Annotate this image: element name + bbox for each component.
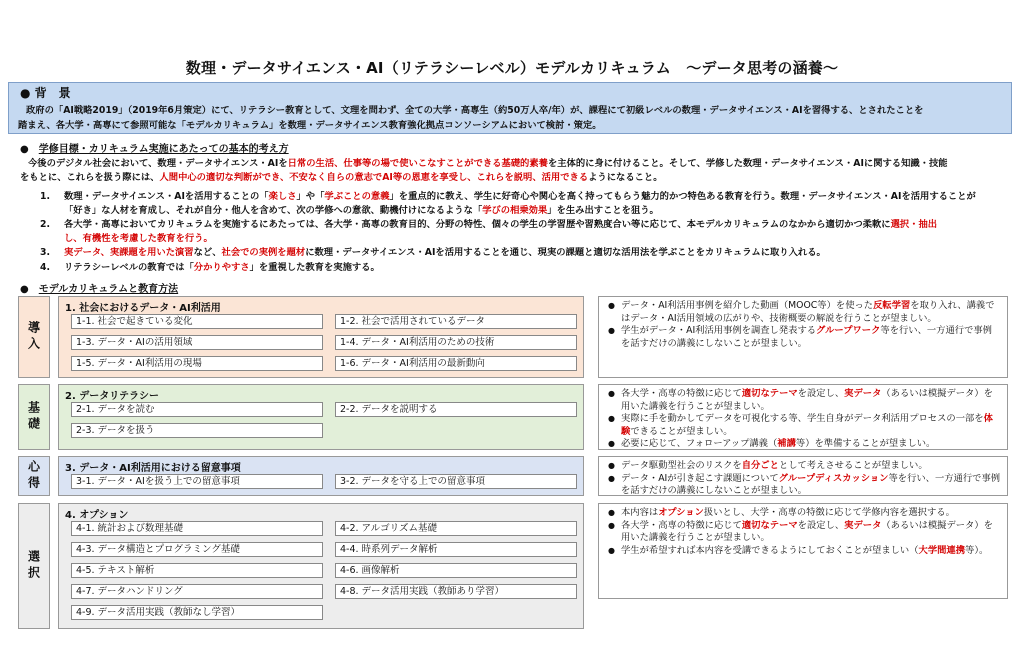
- method-note: [621, 388, 1001, 413]
- curriculum-item: 3-1. データ・AIを扱う上での留意事項: [71, 474, 323, 489]
- section-panel: [58, 456, 584, 496]
- method-note-box: [598, 384, 1008, 450]
- curriculum-item: 1-1. 社会で起きている変化: [71, 314, 323, 329]
- method-note: [621, 325, 1001, 350]
- principle-text: 「好き」な人材を育成し、それが自分・他人を含めて、次の学修への意欲、動機付けになるような「: [64, 205, 483, 216]
- note-highlight: 体験: [621, 413, 993, 437]
- method-note: [621, 438, 1001, 451]
- section-tag-label: 心得: [26, 460, 41, 492]
- note-highlight: 反転学習: [873, 300, 911, 311]
- curriculum-heading: ● モデルカリキュラムと教育方法: [20, 284, 179, 295]
- curriculum-item: 4-9. データ活用実践（教師なし学習）: [71, 605, 323, 620]
- section-panel: [58, 503, 584, 629]
- principle-item: [40, 259, 380, 273]
- principle-text: リテラシーレベルの教育では「: [64, 262, 194, 273]
- principles-intro-line-1: [28, 155, 948, 169]
- method-note: [621, 520, 1001, 545]
- method-note: [621, 460, 1001, 473]
- principle-number: 3.: [40, 247, 51, 258]
- section-title: 4. オプション: [65, 510, 129, 521]
- principle-text: 」を重視した教育を実施する。: [249, 262, 380, 273]
- method-note: [621, 300, 1001, 325]
- principle-highlight: 社会での実例を題材: [221, 247, 306, 258]
- section-title: 2. データリテラシー: [65, 391, 160, 402]
- principle-item: [40, 202, 659, 216]
- curriculum-item: 2-3. データを扱う: [71, 423, 323, 438]
- method-note: [621, 473, 1001, 498]
- method-note-box: [598, 296, 1008, 378]
- principle-item: [40, 188, 976, 202]
- principle-number: 2.: [40, 219, 51, 230]
- section-tag: [18, 503, 50, 629]
- curriculum-item: 2-2. データを説明する: [335, 402, 577, 417]
- section-tag: [18, 296, 50, 378]
- note-highlight: 大学間連携: [918, 544, 966, 556]
- note-text: できることが望ましい。: [630, 425, 733, 437]
- method-note-box: [598, 456, 1008, 496]
- principle-highlight: 実データ、実課題を用いた演習: [64, 247, 194, 258]
- curriculum-item: 3-2. データを守る上での留意事項: [335, 474, 577, 489]
- principle-text: 各大学・高専においてカリキュラムを実施するにあたっては、各大学・高専の教育目的、分野の特性、個々の学生の学習歴や習熟度合い等に応じて、本モデルカリキュラムのなかから適切かつ柔軟に: [64, 219, 891, 230]
- intro-text: をもとに、これらを扱う際には、: [20, 172, 160, 183]
- page-title: 数理・データサイエンス・AI（リテラシーレベル）モデルカリキュラム ～データ思考の涵養～: [185, 59, 839, 77]
- intro-text: を主体的に身に付けること。そして、学修した数理・データサイエンス・AIに関する知識・技能: [547, 158, 948, 169]
- note-text: 等を行い、一方通行で事例を話すだけの講義にしないことが望ましい。: [621, 325, 992, 349]
- note-text: として考えさせることが望ましい。: [778, 460, 928, 471]
- note-text: を設定し、: [797, 388, 845, 399]
- note-text: 等）。: [965, 544, 989, 556]
- note-text: 学生が希望すれば本内容を受講できるようにしておくことが望ましい（: [621, 544, 919, 556]
- curriculum-item: 4-7. データハンドリング: [71, 584, 323, 599]
- note-highlight: 適切なテーマ: [741, 519, 798, 531]
- section-panel: [58, 384, 584, 450]
- method-note: [621, 545, 1001, 558]
- curriculum-item: 4-8. データ活用実践（教師あり学習）: [335, 584, 577, 599]
- note-text: データ・AIが引き起こす課題について: [621, 472, 779, 484]
- note-highlight: 適切なテーマ: [741, 388, 798, 399]
- note-text: （あるいは模擬データ）を用いた講義を行うことが望ましい。: [621, 519, 993, 543]
- principle-number: 1.: [40, 191, 51, 202]
- note-text: データ駆動型社会のリスクを: [621, 460, 742, 471]
- note-text: 等）を準備することが望ましい。: [795, 438, 936, 449]
- intro-text: 今後のデジタル社会において、数理・データサイエンス・AIを: [28, 158, 288, 169]
- section-title: 3. データ・AI利活用における留意事項: [65, 463, 241, 474]
- principle-number: 4.: [40, 262, 51, 273]
- note-highlight: オプション: [658, 507, 704, 518]
- note-text: を取り入れ、講義ではデータ・AI活用領域の広がりや、技術概要の解説を行うことが望ましい。: [621, 300, 995, 324]
- intro-highlight: 日常の生活、仕事等の場で使いこなすことができる基礎的素養: [287, 158, 548, 169]
- note-text: 各大学・高専の特徴に応じて: [621, 388, 742, 399]
- section-panel: [58, 296, 584, 378]
- curriculum-item: 4-5. テキスト解析: [71, 563, 323, 578]
- note-highlight: グループディスカッション: [778, 472, 889, 484]
- note-text: 等を行い、一方通行で事例を話すだけの講義にしないことが望ましい。: [621, 472, 1001, 496]
- note-text: 必要に応じて、フォローアップ講義（: [621, 438, 778, 449]
- curriculum-item: 4-4. 時系列データ解析: [335, 542, 577, 557]
- curriculum-item: 1-3. データ・AIの活用領域: [71, 335, 323, 350]
- principle-highlight: 楽しさ: [268, 191, 297, 202]
- principle-text: 」を生み出すことを狙う。: [547, 205, 659, 216]
- curriculum-item: 1-2. 社会で活用されているデータ: [335, 314, 577, 329]
- background-heading: ● 背 景: [20, 86, 71, 100]
- principles-intro-line-2: [20, 169, 663, 183]
- background-line-2: 踏まえ、各大学・高専にて参照可能な「モデルカリキュラム」を数理・データサイエンス教育強化拠点コンソーシアムにおいて検討・策定。: [18, 120, 602, 131]
- note-highlight: 実データ: [844, 519, 882, 531]
- note-text: 各大学・高専の特徴に応じて: [621, 519, 742, 531]
- curriculum-item: 4-6. 画像解析: [335, 563, 577, 578]
- principle-item: [40, 216, 937, 230]
- note-text: 学生がデータ・AI利活用事例を調査し発表する: [621, 325, 817, 336]
- principle-highlight: し、有機性を考慮した教育を行う。: [64, 233, 213, 244]
- background-line-1: 政府の「AI戦略2019」（2019年6月策定）にて、リテラシー教育として、文理を問わず、全ての大学・高専生（約50万人卒/年）が、課程にて初級レベルの数理・データサイエンス・AIを習得する、とされたことを: [26, 105, 924, 116]
- note-text: を設定し、: [797, 519, 845, 531]
- note-text: 扱いとし、大学・高専の特徴に応じて学修内容を選択する。: [703, 507, 955, 518]
- section-title: 1. 社会におけるデータ・AI利活用: [65, 303, 221, 314]
- principles-heading: ● 学修目標・カリキュラム実施にあたっての基本的考え方: [20, 144, 289, 155]
- method-note: [621, 413, 1001, 438]
- curriculum-item: 2-1. データを読む: [71, 402, 323, 417]
- note-text: 本内容は: [621, 507, 659, 518]
- section-tag-label: 基礎: [26, 401, 41, 433]
- note-text: データ・AI利活用事例を紹介した動画（MOOC等）を使った: [621, 300, 874, 311]
- section-tag-label: 選択: [26, 550, 41, 582]
- note-highlight: グループワーク: [816, 325, 881, 336]
- method-note-box: [598, 503, 1008, 599]
- note-highlight: 実データ: [844, 388, 882, 399]
- principles-heading-text: 学修目標・カリキュラム実施にあたっての基本的考え方: [38, 144, 289, 155]
- curriculum-item: 4-2. アルゴリズム基礎: [335, 521, 577, 536]
- intro-highlight: 人間中心の適切な判断ができ、不安なく自らの意志でAI等の恩恵を享受し、これらを説明、活用できる: [159, 172, 589, 183]
- curriculum-item: 4-1. 統計および数理基礎: [71, 521, 323, 536]
- section-tag: [18, 384, 50, 450]
- method-note: [621, 507, 1001, 520]
- note-text: 実際に手を動かしてデータを可視化する等、学生自身がデータ利活用プロセスの一部を: [621, 413, 984, 424]
- section-tag: [18, 456, 50, 496]
- principle-text: に数理・データサイエンス・AIを活用することを通じ、現実の課題と適切な活用法を学ぶことをカリキュラムに取り入れる。: [305, 247, 826, 258]
- curriculum-heading-text: モデルカリキュラムと教育方法: [38, 284, 179, 295]
- curriculum-item: 1-5. データ・AI利活用の現場: [71, 356, 323, 371]
- principle-text: 」や「: [296, 191, 325, 202]
- intro-text: ようになること。: [588, 172, 663, 183]
- section-tag-label: 導入: [26, 321, 41, 353]
- curriculum-item: 1-4. データ・AI利活用のための技術: [335, 335, 577, 350]
- principle-item: [40, 244, 826, 258]
- note-highlight: 補講: [777, 438, 796, 449]
- background-heading-text: 背 景: [34, 86, 71, 100]
- principle-highlight: 選択・抽出: [890, 219, 938, 230]
- principle-text: 数理・データサイエンス・AIを活用することの「: [64, 191, 269, 202]
- note-text: （あるいは模擬データ）を用いた講義を行うことが望ましい。: [621, 388, 993, 412]
- principle-highlight: 学ぶことの意義: [324, 191, 390, 202]
- principle-text: 」を重点的に教え、学生に好奇心や関心を高く持ってもらう魅力的かつ特色ある教育を行う。数理・データサイエンス・AIを活用することが: [389, 191, 976, 202]
- curriculum-item: 4-3. データ構造とプログラミング基礎: [71, 542, 323, 557]
- principle-highlight: 学びの相乗効果: [482, 205, 548, 216]
- note-highlight: 自分ごと: [741, 460, 779, 471]
- principle-text: など、: [193, 247, 222, 258]
- principle-highlight: 分かりやすさ: [193, 262, 250, 273]
- principle-item: [40, 230, 213, 244]
- curriculum-item: 1-6. データ・AI利活用の最新動向: [335, 356, 577, 371]
